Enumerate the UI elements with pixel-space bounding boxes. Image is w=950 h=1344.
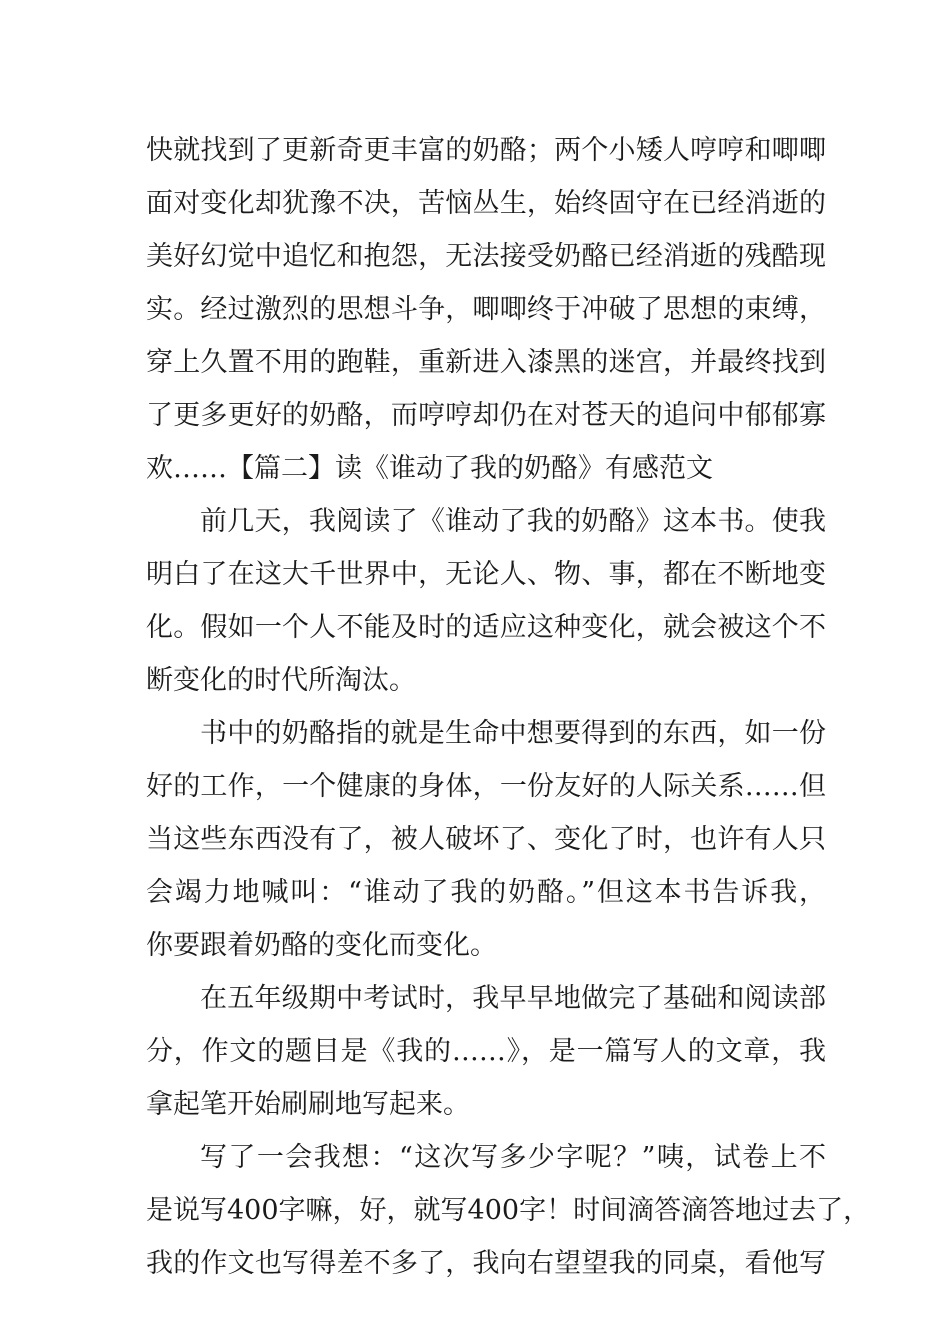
text-line: 面对变化却犹豫不决，苦恼丛生，始终固守在已经消逝的: [146, 188, 826, 219]
text-line: 快就找到了更新奇更丰富的奶酪；两个小矮人哼哼和唧唧: [146, 135, 826, 166]
text-line: 当这些东西没有了，被人破坏了、变化了时，也许有人只: [146, 824, 826, 855]
text-line: 美好幻觉中追忆和抱怨，无法接受奶酪已经消逝的残酷现: [146, 241, 826, 272]
text-line: 拿起笔开始刷刷地写起来。: [146, 1089, 470, 1120]
text-line: 欢……【篇二】读《谁动了我的奶酪》有感范文: [146, 453, 713, 484]
text-line: 你要跟着奶酪的变化而变化。: [146, 930, 497, 961]
text-line: 我的作文也写得差不多了，我向右望望我的同桌，看他写: [146, 1248, 826, 1279]
text-line: 断变化的时代所淘汰。: [146, 665, 416, 696]
text-line: 好的工作，一个健康的身体，一份友好的人际关系……但: [146, 771, 826, 802]
document-body: [146, 124, 871, 1290]
paragraph-first-line: 在五年级期中考试时，我早早地做完了基础和阅读部: [200, 983, 826, 1014]
text-line: 会竭力地喊叫：“谁动了我的奶酪。”但这本书告诉我，: [146, 877, 826, 908]
text-line: 分，作文的题目是《我的……》，是一篇写人的文章，我: [146, 1036, 826, 1067]
text-line: 明白了在这大千世界中，无论人、物、事，都在不断地变: [146, 559, 826, 590]
paragraph-first-line: 写了一会我想：“这次写多少字呢？”咦，试卷上不: [200, 1142, 826, 1173]
paragraph-first-line: 书中的奶酪指的就是生命中想要得到的东西，如一份: [200, 718, 826, 749]
text-line: 实。经过激烈的思想斗争，唧唧终于冲破了思想的束缚，: [146, 294, 826, 325]
text-line: 化。假如一个人不能及时的适应这种变化，就会被这个不: [146, 612, 826, 643]
text-line: 是说写400字嘛，好，就写400字！时间滴答滴答地过去了，: [146, 1195, 871, 1226]
paragraph-first-line: 前几天，我阅读了《谁动了我的奶酪》这本书。使我: [200, 506, 826, 537]
text-line: 了更多更好的奶酪，而哼哼却仍在对苍天的追问中郁郁寡: [146, 400, 826, 431]
text-line: 穿上久置不用的跑鞋，重新进入漆黑的迷宫，并最终找到: [146, 347, 826, 378]
